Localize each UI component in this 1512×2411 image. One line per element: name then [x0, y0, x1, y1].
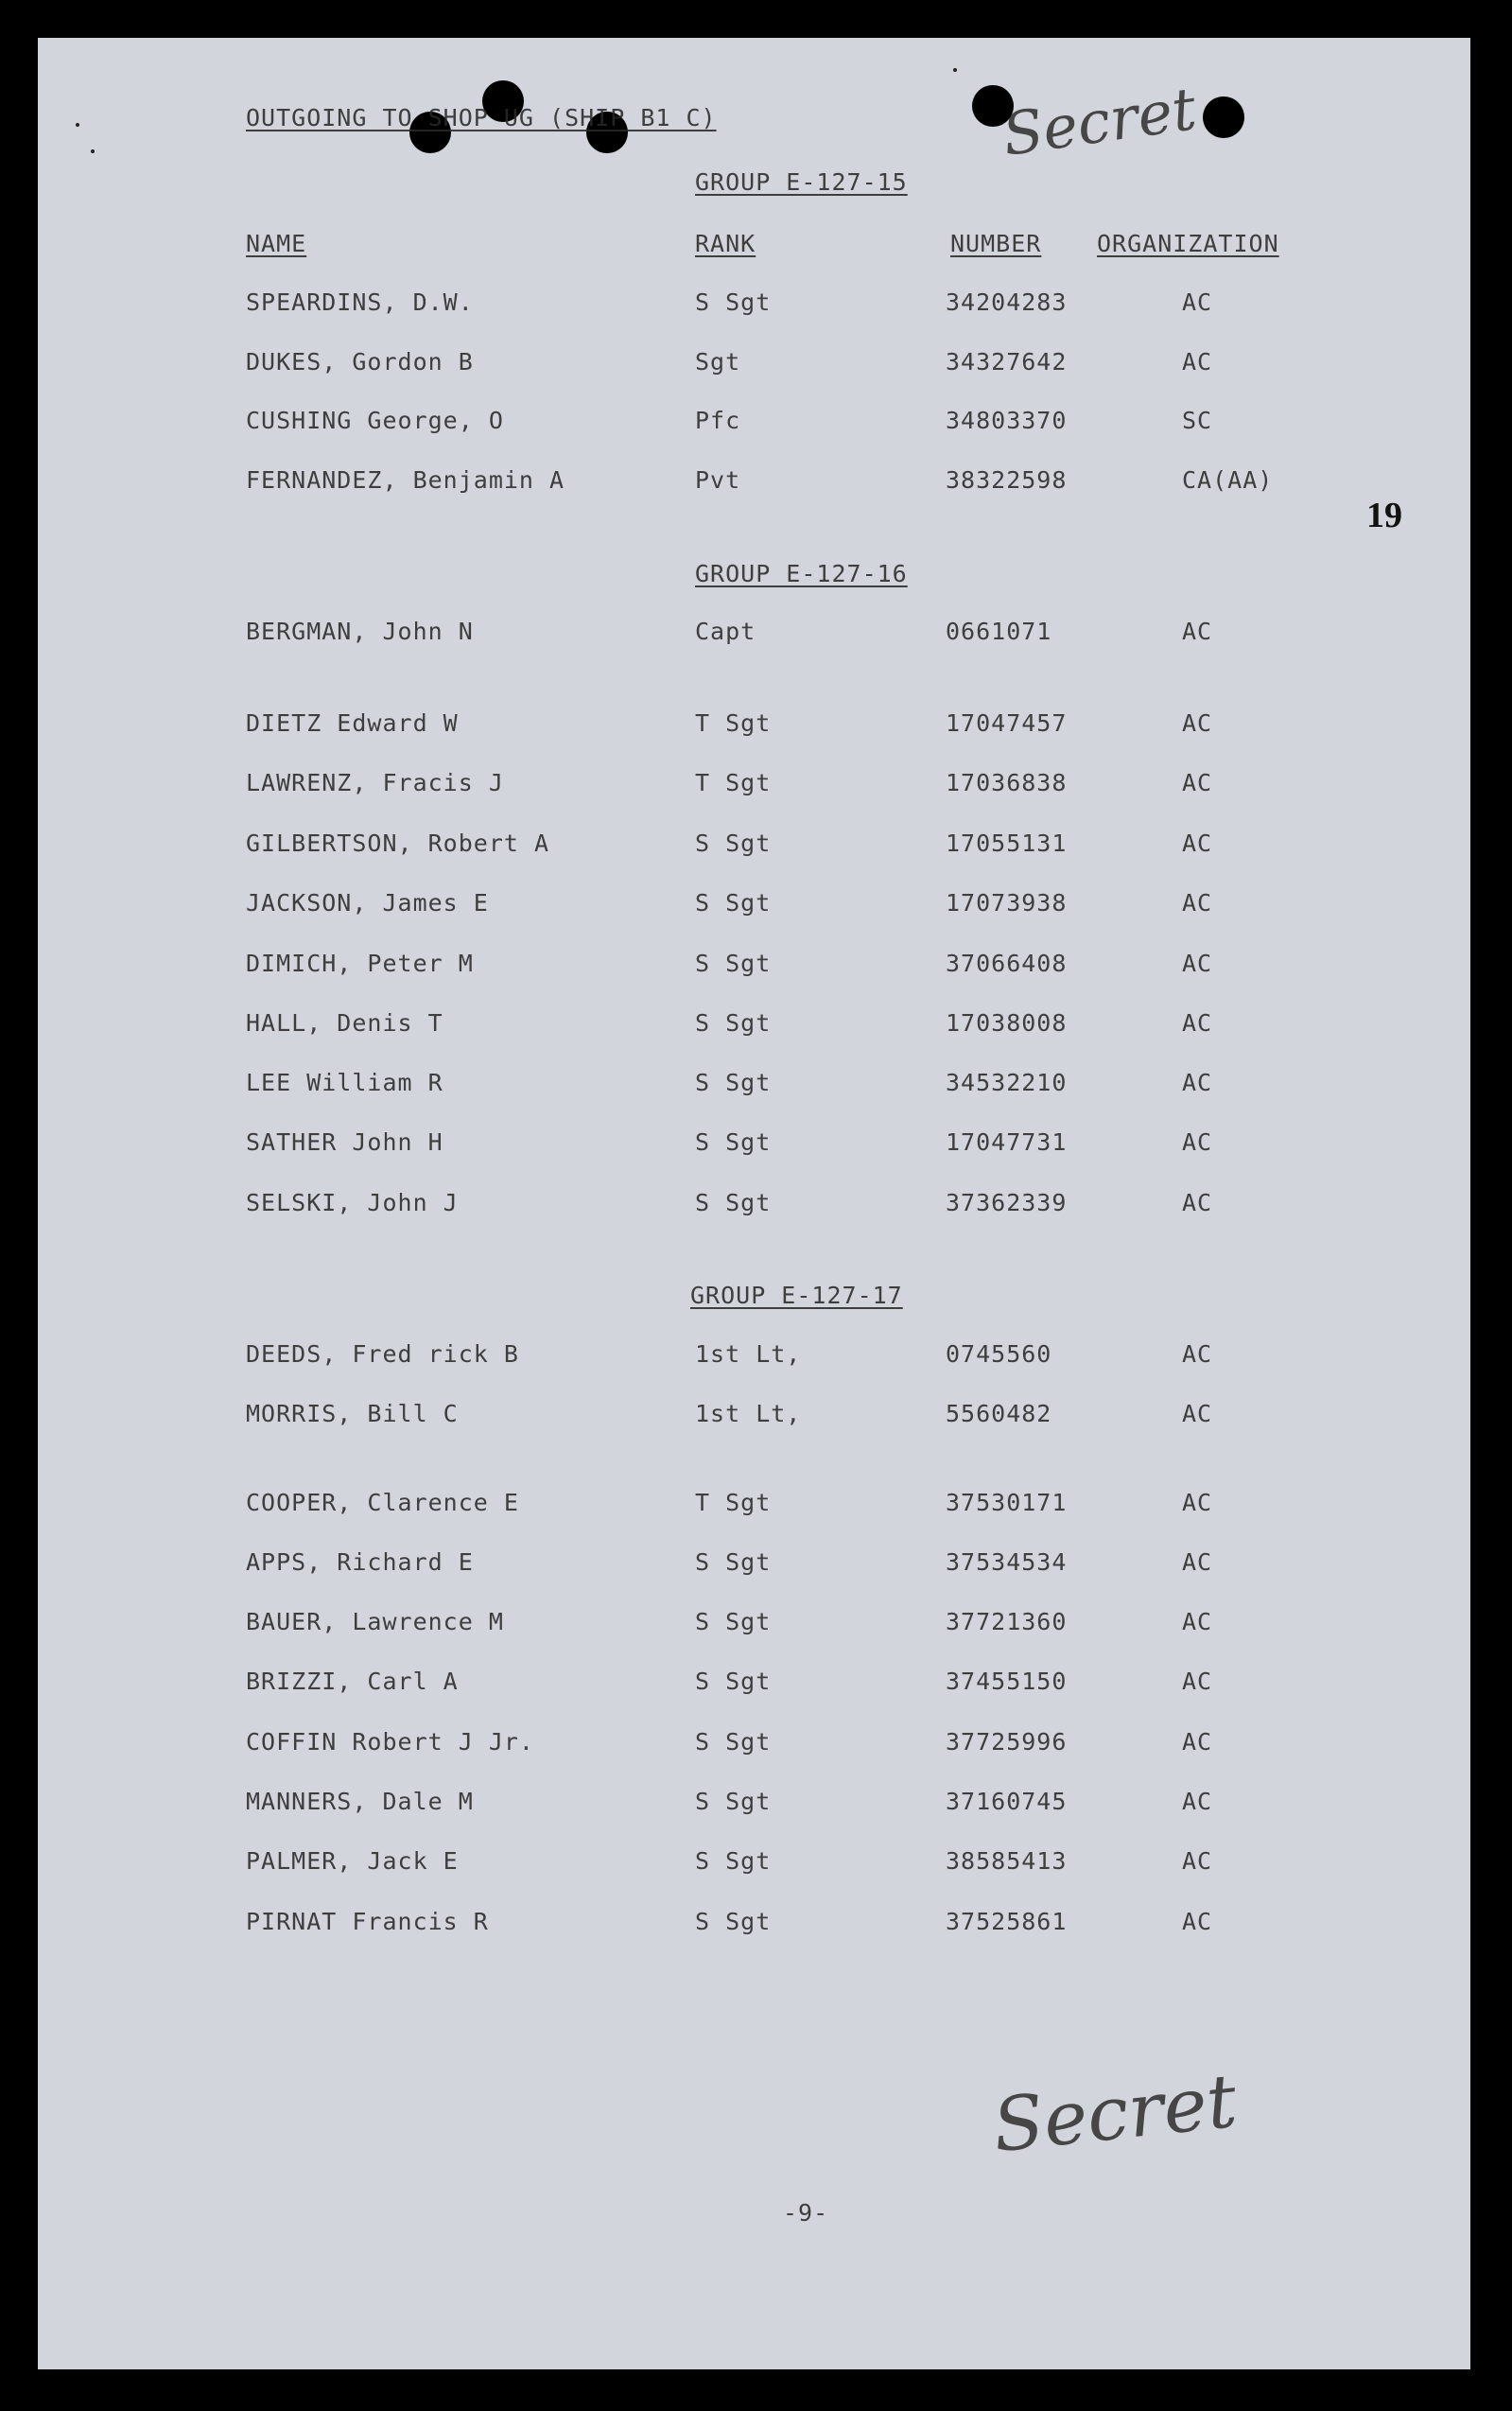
- person-name: MANNERS, Dale M: [246, 1788, 474, 1815]
- service-number: 37455150: [946, 1668, 1068, 1695]
- service-number: 0745560: [946, 1340, 1052, 1368]
- person-rank: T Sgt: [695, 709, 772, 737]
- organization: AC: [1182, 830, 1213, 857]
- organization: AC: [1182, 1608, 1213, 1635]
- person-name: BRIZZI, Carl A: [246, 1668, 459, 1695]
- person-name: HALL, Denis T: [246, 1009, 443, 1037]
- sheet-number: 19: [1366, 496, 1402, 535]
- secret-handwritten-bottom: Secret: [989, 2058, 1242, 2170]
- service-number: 34204283: [946, 288, 1068, 316]
- person-rank: S Sgt: [695, 1189, 772, 1216]
- service-number: 37530171: [946, 1489, 1068, 1516]
- organization: SC: [1182, 407, 1213, 434]
- person-rank: S Sgt: [695, 1668, 772, 1695]
- person-name: SPEARDINS, D.W.: [246, 288, 474, 316]
- service-number: 37721360: [946, 1608, 1068, 1635]
- service-number: 37066408: [946, 950, 1068, 977]
- person-name: PIRNAT Francis R: [246, 1908, 489, 1935]
- group3-title: GROUP E-127-17: [690, 1282, 903, 1309]
- organization: AC: [1182, 1788, 1213, 1815]
- person-rank: S Sgt: [695, 1069, 772, 1096]
- person-name: JACKSON, James E: [246, 889, 489, 917]
- organization: AC: [1182, 1340, 1213, 1368]
- person-name: DIETZ Edward W: [246, 709, 459, 737]
- person-rank: T Sgt: [695, 1489, 772, 1516]
- person-rank: S Sgt: [695, 1608, 772, 1635]
- column-header-name: NAME: [246, 230, 307, 257]
- service-number: 37525861: [946, 1908, 1068, 1935]
- person-name: APPS, Richard E: [246, 1548, 474, 1576]
- person-name: GILBERTSON, Robert A: [246, 830, 550, 857]
- service-number: 17047731: [946, 1128, 1068, 1156]
- service-number: 34803370: [946, 407, 1068, 434]
- document-sheet: [38, 38, 1470, 2369]
- organization: AC: [1182, 1668, 1213, 1695]
- document-title: OUTGOING TO SHOP UG (SHIP B1 C): [246, 104, 717, 131]
- person-rank: S Sgt: [695, 1788, 772, 1815]
- service-number: 38585413: [946, 1847, 1068, 1875]
- person-rank: S Sgt: [695, 1908, 772, 1935]
- person-rank: T Sgt: [695, 769, 772, 796]
- organization: AC: [1182, 1548, 1213, 1576]
- service-number: 17055131: [946, 830, 1068, 857]
- organization: AC: [1182, 1128, 1213, 1156]
- person-rank: 1st Lt,: [695, 1340, 802, 1368]
- organization: AC: [1182, 288, 1213, 316]
- person-name: PALMER, Jack E: [246, 1847, 459, 1875]
- speck: [91, 149, 95, 153]
- person-name: COOPER, Clarence E: [246, 1489, 519, 1516]
- service-number: 17036838: [946, 769, 1068, 796]
- column-header-rank: RANK: [695, 230, 756, 257]
- person-name: SATHER John H: [246, 1128, 443, 1156]
- organization: AC: [1182, 1069, 1213, 1096]
- service-number: 17038008: [946, 1009, 1068, 1037]
- organization: AC: [1182, 889, 1213, 917]
- service-number: 34532210: [946, 1069, 1068, 1096]
- person-name: DUKES, Gordon B: [246, 348, 474, 376]
- service-number: 37362339: [946, 1189, 1068, 1216]
- organization: CA(AA): [1182, 466, 1274, 494]
- organization: AC: [1182, 1009, 1213, 1037]
- person-name: BERGMAN, John N: [246, 618, 474, 645]
- person-rank: Pvt: [695, 466, 741, 494]
- person-name: MORRIS, Bill C: [246, 1400, 459, 1427]
- person-name: LEE William R: [246, 1069, 443, 1096]
- person-rank: Capt: [695, 618, 756, 645]
- person-name: CUSHING George, O: [246, 407, 504, 434]
- column-header-organization: ORGANIZATION: [1097, 230, 1279, 257]
- speck: [76, 123, 79, 127]
- service-number: 17073938: [946, 889, 1068, 917]
- service-number: 17047457: [946, 709, 1068, 737]
- person-rank: S Sgt: [695, 950, 772, 977]
- service-number: 37534534: [946, 1548, 1068, 1576]
- person-name: BAUER, Lawrence M: [246, 1608, 504, 1635]
- group2-title: GROUP E-127-16: [695, 560, 908, 587]
- person-name: COFFIN Robert J Jr.: [246, 1728, 534, 1756]
- punch-hole: [1203, 96, 1244, 138]
- person-name: DIMICH, Peter M: [246, 950, 474, 977]
- organization: AC: [1182, 1489, 1213, 1516]
- organization: AC: [1182, 1908, 1213, 1935]
- organization: AC: [1182, 709, 1213, 737]
- service-number: 34327642: [946, 348, 1068, 376]
- service-number: 38322598: [946, 466, 1068, 494]
- person-name: FERNANDEZ, Benjamin A: [246, 466, 565, 494]
- person-rank: S Sgt: [695, 1728, 772, 1756]
- service-number: 0661071: [946, 618, 1052, 645]
- person-rank: Pfc: [695, 407, 741, 434]
- organization: AC: [1182, 1728, 1213, 1756]
- organization: AC: [1182, 950, 1213, 977]
- organization: AC: [1182, 1189, 1213, 1216]
- person-rank: S Sgt: [695, 830, 772, 857]
- organization: AC: [1182, 348, 1213, 376]
- person-rank: S Sgt: [695, 1548, 772, 1576]
- speck: [953, 68, 957, 72]
- person-name: DEEDS, Fred rick B: [246, 1340, 519, 1368]
- person-rank: S Sgt: [695, 1128, 772, 1156]
- group1-title: GROUP E-127-15: [695, 168, 908, 196]
- person-rank: S Sgt: [695, 1847, 772, 1875]
- organization: AC: [1182, 769, 1213, 796]
- person-rank: Sgt: [695, 348, 741, 376]
- service-number: 5560482: [946, 1400, 1052, 1427]
- organization: AC: [1182, 1847, 1213, 1875]
- person-rank: S Sgt: [695, 1009, 772, 1037]
- person-name: SELSKI, John J: [246, 1189, 459, 1216]
- service-number: 37725996: [946, 1728, 1068, 1756]
- organization: AC: [1182, 1400, 1213, 1427]
- page-footer: -9-: [783, 2199, 829, 2227]
- column-header-number: NUMBER: [950, 230, 1042, 257]
- person-rank: S Sgt: [695, 889, 772, 917]
- person-rank: 1st Lt,: [695, 1400, 802, 1427]
- service-number: 37160745: [946, 1788, 1068, 1815]
- secret-handwritten-top: Secret: [998, 74, 1201, 169]
- person-name: LAWRENZ, Fracis J: [246, 769, 504, 796]
- organization: AC: [1182, 618, 1213, 645]
- person-rank: S Sgt: [695, 288, 772, 316]
